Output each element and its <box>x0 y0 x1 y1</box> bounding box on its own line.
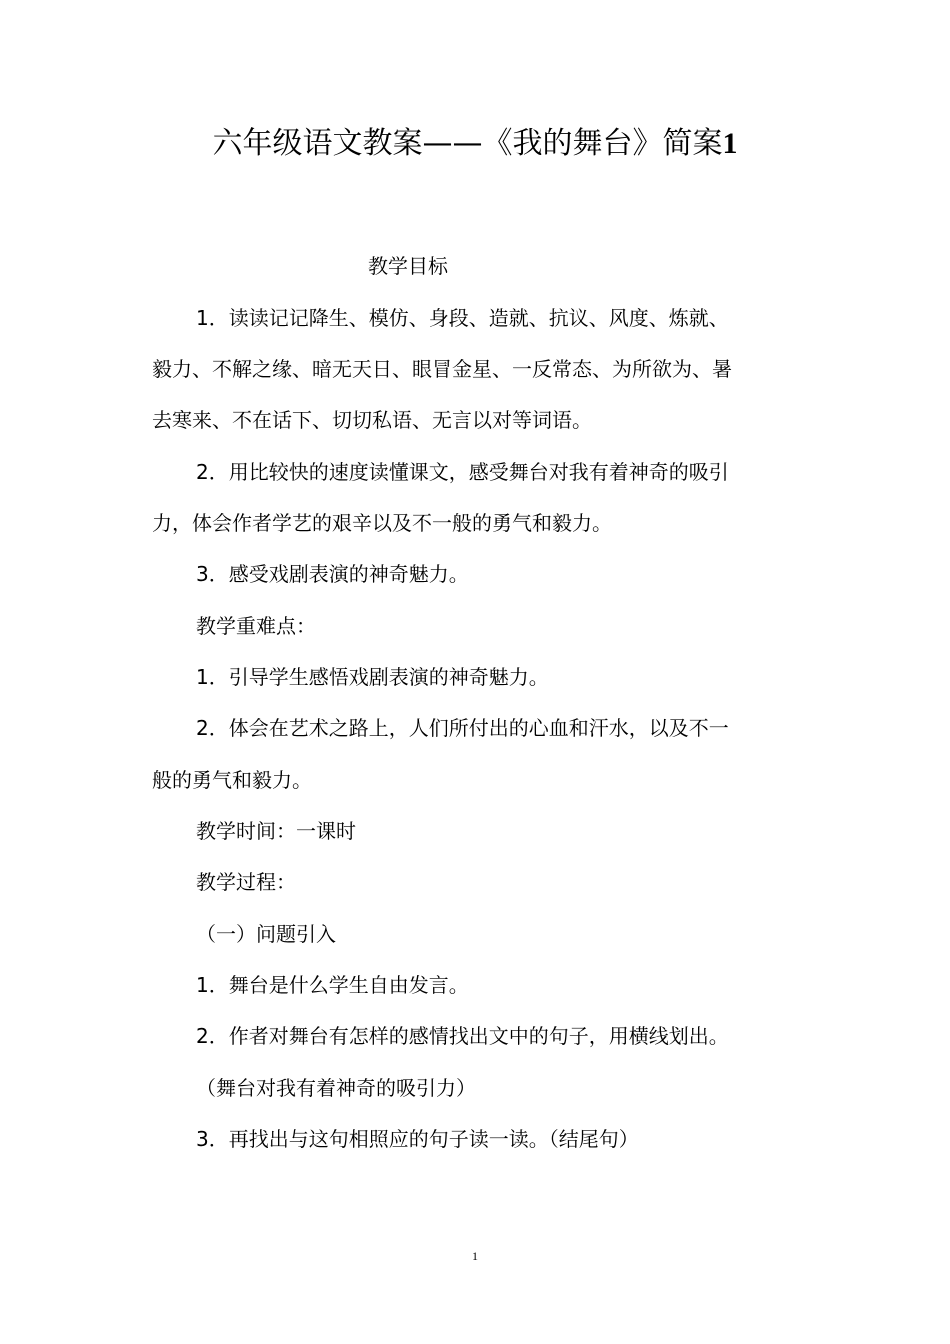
paragraph-line: 2．用比较快的速度读懂课文，感受舞台对我有着神奇的吸引 <box>196 460 729 484</box>
document-title-text: 六年级语文教案——《我的舞台》简案 <box>212 126 723 161</box>
paragraph-line: 2．作者对舞台有怎样的感情找出文中的句子，用横线划出。 <box>196 1024 729 1048</box>
paragraph-line: 1．读读记记降生、模仿、身段、造就、抗议、风度、炼就、 <box>196 306 729 330</box>
paragraph-line: 2．体会在艺术之路上，人们所付出的心血和汗水，以及不一 <box>196 716 729 740</box>
paragraph-line: 般的勇气和毅力。 <box>152 768 312 792</box>
page-number: 1 <box>472 1249 478 1263</box>
document-title-number: 1 <box>722 127 738 160</box>
heading-key-points: 教学重难点： <box>196 614 316 638</box>
section-heading-teaching-goals: 教学目标 <box>368 254 448 278</box>
heading-teaching-time: 教学时间：一课时 <box>196 819 356 843</box>
paragraph-line: 3．再找出与这句相照应的句子读一读。（结尾句） <box>196 1127 639 1151</box>
paragraph-line: 去寒来、不在话下、切切私语、无言以对等词语。 <box>152 408 592 432</box>
subheading-question-intro: （一）问题引入 <box>196 922 336 946</box>
document-title <box>0 120 950 168</box>
paragraph-line: 毅力、不解之缘、暗无天日、眼冒金星、一反常态、为所欲为、暑 <box>152 357 732 381</box>
paragraph-line: 1．引导学生感悟戏剧表演的神奇魅力。 <box>196 665 549 689</box>
paragraph-line: 力，体会作者学艺的艰辛以及不一般的勇气和毅力。 <box>152 511 612 535</box>
paragraph-line: 1．舞台是什么学生自由发言。 <box>196 973 469 997</box>
heading-teaching-process: 教学过程： <box>196 870 296 894</box>
paragraph-line: 3．感受戏剧表演的神奇魅力。 <box>196 562 469 586</box>
paragraph-line: （舞台对我有着神奇的吸引力） <box>196 1076 476 1100</box>
